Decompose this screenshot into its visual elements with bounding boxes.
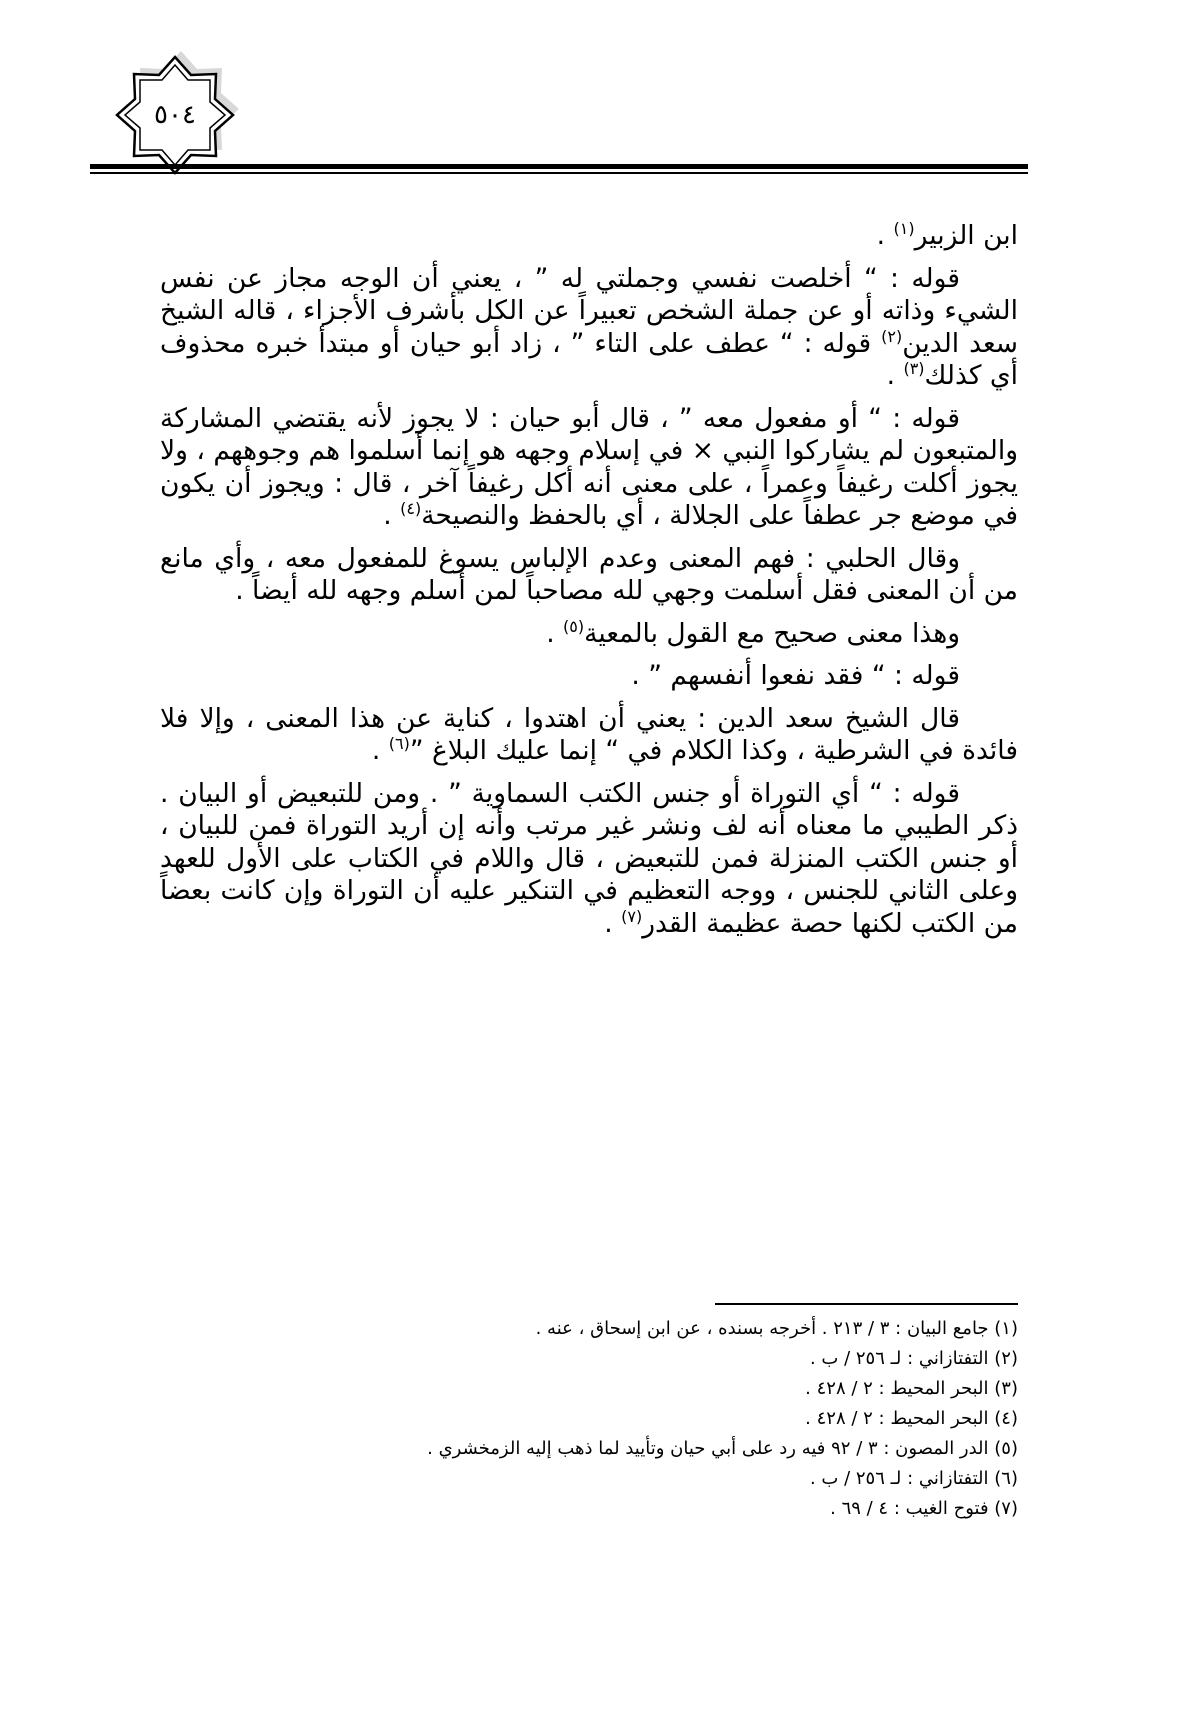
footnote-ref: (٧) [621, 906, 643, 926]
footnote-2: (٢) التفتازاني : لـ ٢٥٦ / ب . [809, 1348, 1018, 1369]
footnote-ref: (٣) [903, 359, 925, 379]
paragraph-8: قوله : “ أي التوراة أو جنس الكتب السماوية ” . ومن للتبعيض أو البيان . ذكر الطيبي ما معناه أنه لف ونشر غير مرتب وأنه إن أريد التوراة فمن للبيان ، أو جنس الكتب المنزلة فمن للتبعيض ، قال واللام في الكتاب على الأول للعهد وعلى الثاني للجنس ، ووجه التعظيم في التنكير عليه أن التوراة وإن كانت بعضاً من الكتب لكنها حصة عظيمة القدر$^{(٧)}$ . [160, 777, 1018, 939]
footnote-5: (٥) الدر المصون : ٣ / ٩٢ فيه رد على أبي حيان وتأييد لما ذهب إليه الزمخشري . [427, 1438, 1018, 1459]
paragraph-4: وقال الحلبي : فهم المعنى وعدم الإلباس يسوغ للمفعول معه ، وأي مانع من أن المعنى فقل أسلمت وجهي لله مصاحباً لمن أسلم وجهه لله أيضاً . [160, 542, 1018, 606]
paragraph-1: ابن الزبير$^{(١)}$ . [876, 219, 1018, 251]
paragraph-6: قوله : “ فقد نفعوا أنفسهم ” . [631, 660, 960, 691]
footnote-4: (٤) البحر المحيط : ٢ / ٤٢٨ . [805, 1408, 1018, 1429]
footnote-3: (٣) البحر المحيط : ٢ / ٤٢٨ . [805, 1378, 1018, 1399]
footnote-ref: (٥) [563, 616, 585, 636]
header-rule-thin [90, 172, 1028, 174]
footnote-6: (٦) التفتازاني : لـ ٢٥٦ / ب . [809, 1468, 1018, 1489]
footnote-1: (١) جامع البيان : ٣ / ٢١٣ . أخرجه بسنده ، عن ابن إسحاق ، عنه . [535, 1318, 1018, 1339]
paragraph-5: وهذا معنى صحيح مع القول بالمعية$^{(٥)}$ . [546, 616, 960, 649]
footnote-ref: (١) [893, 219, 915, 239]
footnote-ref: (٢) [881, 326, 903, 346]
paragraph-2: قوله : “ أخلصت نفسي وجملتي له ” ، يعني أن الوجه مجاز عن نفس الشيء وذاته أو عن جملة الشخص تعبيراً عن الكل بأشرف الأجزاء ، قاله الشيخ سعد الدين$^{(٢)}$ قوله : “ عطف على التاء ” ، زاد أبو حيان أو مبتدأ خبره محذوف أي كذلك$^{(٣)}$ . [160, 262, 1019, 391]
footnote-separator [715, 1303, 1018, 1305]
footnote-7: (٧) فتوح الغيب : ٤ / ٦٩ . [830, 1498, 1018, 1519]
footnotes [180, 1314, 1018, 1524]
paragraph-3: قوله : “ أو مفعول معه ” ، قال أبو حيان : لا يجوز لأنه يقتضي المشاركة والمتبعون لم يشاركوا النبي × في إسلام وجهه هو إنما أسلموا هم وجوههم ، ولا يجوز أكلت رغيفاً وعمراً ، على معنى أنه أكل رغيفاً آخر ، قال : ويجوز أن يكون في موضع جر عطفاً على الجلالة ، أي بالحفظ والنصيحة$^{(٤)}$ . [160, 402, 1018, 531]
page-number: ٥٠٤ [154, 100, 196, 130]
main-text [160, 220, 1018, 950]
footnote-ref: (٦) [388, 734, 410, 754]
header-rule-thick [90, 164, 1028, 169]
paragraph-7: قال الشيخ سعد الدين : يعني أن اهتدوا ، كناية عن هذا المعنى ، وإلا فلا فائدة في الشرطية ، وكذا الكلام في “ إنما عليك البلاغ ”$^{(٦)}$ . [160, 702, 1018, 766]
footnote-ref: (٤) [400, 499, 422, 519]
